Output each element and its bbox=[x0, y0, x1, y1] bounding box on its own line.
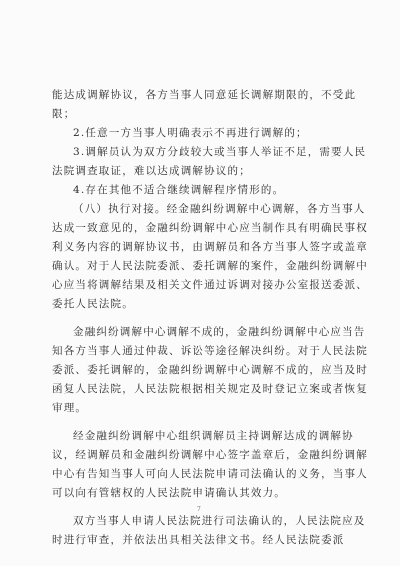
paragraph-1: 能达成调解协议，各方当事人同意延长调解期限的，不受此限； bbox=[52, 89, 357, 120]
paragraph-3: 3.调解员认为双方分歧较大或当事人举证不足，需要人民法院调查取证，难以达成调解协议的； bbox=[52, 146, 367, 177]
paragraph-2: 2.任意一方当事人明确表示不再进行调解的； bbox=[73, 127, 308, 139]
page-number: 7 bbox=[197, 506, 201, 513]
paragraph-5-execution-docking: （八）执行对接。经金融纠纷调解中心调解，各方当事人达成一致意见的，金融纠纷调解中心应当制作具有明确民事权利义务内容的调解协议书，由调解员和各方当事人签字或盖章确认。对于人民法院委派、委托调解的案件，金融纠纷调解中心应当将调解结果及相关文件通过诉调对接办公室报送委派、委托人民法院。 bbox=[52, 203, 368, 310]
document-body bbox=[52, 86, 368, 550]
paragraph-4: 4.存在其他不适合继续调解程序情形的。 bbox=[73, 184, 285, 196]
paragraph-7: 经金融纠纷调解中心组织调解员主持调解达成的调解协议，经调解员和金融纠纷调解中心签字盖章后，金融纠纷调解中心有告知当事人可向人民法院申请司法确认的义务，当事人可以向有管辖权的人民法院申请确认其效力。 bbox=[52, 430, 368, 499]
paragraph-6: 金融纠纷调解中心调解不成的，金融纠纷调解中心应当告知各方当事人通过仲裁、诉讼等途径解决纠纷。对于人民法院委派、委托调解的，金融纠纷调解中心调解不成的，应当及时函复人民法院，人民法院根据相关规定及时登记立案或者恢复审理。 bbox=[52, 326, 368, 414]
paragraph-8: 双方当事人申请人民法院进行司法确认的，人民法院应及时进行审查，并依法出具相关法律文书。经人民法院委派 bbox=[52, 515, 366, 546]
